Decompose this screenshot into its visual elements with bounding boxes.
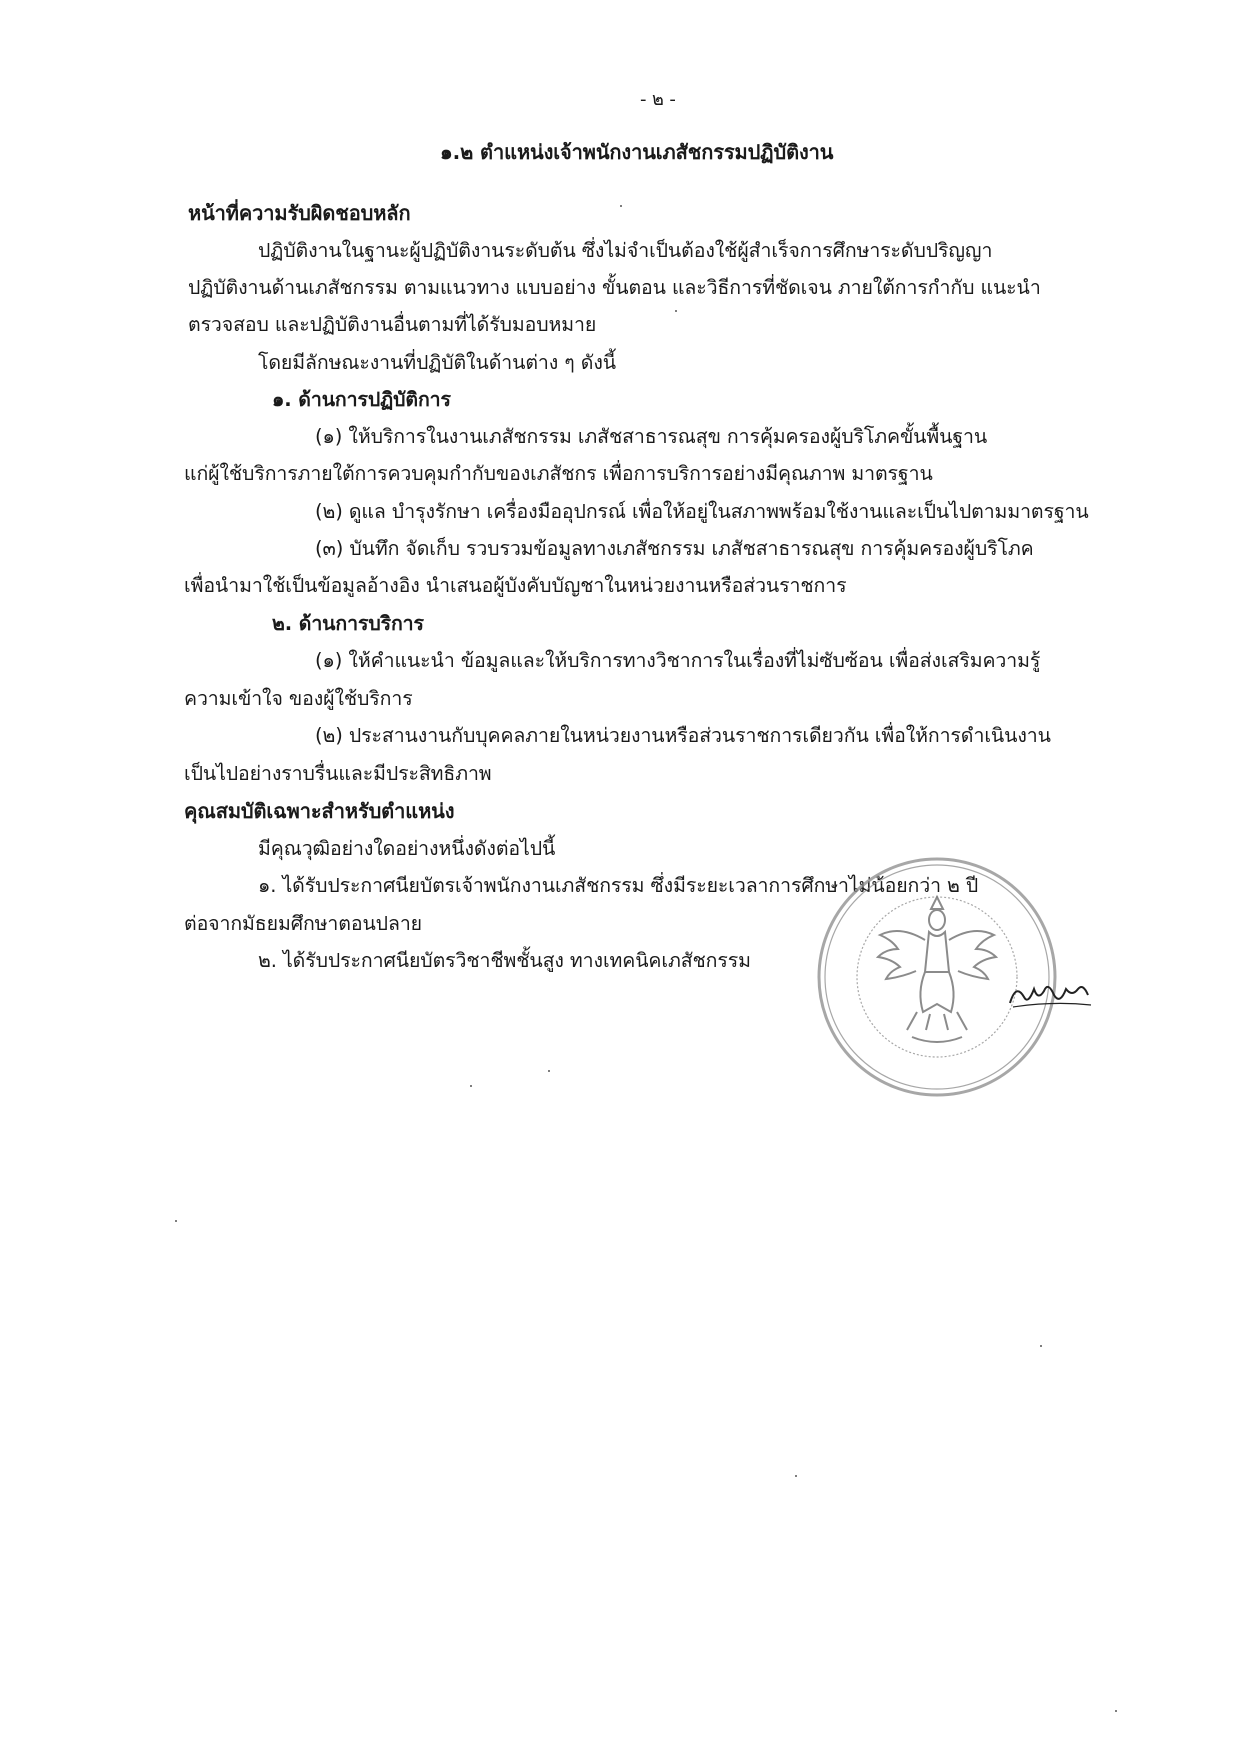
section-operations-heading: ๑. ด้านการปฏิบัติการ — [272, 388, 451, 411]
scan-speck — [1040, 1345, 1042, 1347]
page-title: ๑.๒ ตำแหน่งเจ้าพนักงานเภสัชกรรมปฏิบัติงาน — [440, 140, 834, 164]
duties-heading: หน้าที่ความรับผิดชอบหลัก — [188, 201, 411, 225]
scan-speck — [795, 1475, 797, 1477]
operations-item-1-cont: แก่ผู้ใช้บริการภายใต้การควบคุมกำกับของเภสัชกร เพื่อการบริการอย่างมีคุณภาพ มาตรฐาน — [184, 462, 933, 485]
duties-characteristics: โดยมีลักษณะงานที่ปฏิบัติในด้านต่าง ๆ ดังนี้ — [258, 351, 616, 374]
section-services-heading: ๒. ด้านการบริการ — [272, 612, 424, 635]
qualification-item-1-cont: ต่อจากมัธยมศึกษาตอนปลาย — [184, 912, 422, 935]
scan-speck — [675, 310, 677, 312]
qualification-item-1: ๑. ได้รับประกาศนียบัตรเจ้าพนักงานเภสัชกรรม ซึ่งมีระยะเวลาการศึกษาไม่น้อยกว่า ๒ ปี — [258, 874, 979, 897]
garuda-emblem-icon — [878, 897, 996, 1042]
scan-speck — [548, 1070, 550, 1072]
duties-intro-line-3: ตรวจสอบ และปฏิบัติงานอื่นตามที่ได้รับมอบหมาย — [188, 313, 597, 336]
scan-speck — [620, 205, 622, 207]
services-item-2-cont: เป็นไปอย่างราบรื่นและมีประสิทธิภาพ — [184, 762, 492, 785]
duties-intro-line-2: ปฏิบัติงานด้านเภสัชกรรม ตามแนวทาง แบบอย่าง ขั้นตอน และวิธีการที่ชัดเจน ภายใต้การกำกับ แนะนำ — [188, 276, 1041, 299]
qualification-item-2: ๒. ได้รับประกาศนียบัตรวิชาชีพชั้นสูง ทางเทคนิคเภสัชกรรม — [258, 949, 751, 972]
scan-speck — [470, 1085, 472, 1087]
services-item-2: (๒) ประสานงานกับบุคคลภายในหน่วยงานหรือส่วนราชการเดียวกัน เพื่อให้การดำเนินงาน — [315, 724, 1051, 747]
scan-speck — [1115, 1710, 1117, 1712]
operations-item-3-cont: เพื่อนำมาใช้เป็นข้อมูลอ้างอิง นำเสนอผู้บังคับบัญชาในหน่วยงานหรือส่วนราชการ — [184, 574, 847, 597]
scan-speck — [175, 1220, 177, 1222]
services-item-1: (๑) ให้คำแนะนำ ข้อมูลและให้บริการทางวิชาการในเรื่องที่ไม่ซับซ้อน เพื่อส่งเสริมความรู้ — [315, 649, 1041, 672]
operations-item-1: (๑) ให้บริการในงานเภสัชกรรม เภสัชสาธารณสุข การคุ้มครองผู้บริโภคขั้นพื้นฐาน — [315, 425, 988, 448]
operations-item-3: (๓) บันทึก จัดเก็บ รวบรวมข้อมูลทางเภสัชกรรม เภสัชสาธารณสุข การคุ้มครองผู้บริโภค — [315, 537, 1034, 560]
duties-intro-line-1: ปฏิบัติงานในฐานะผู้ปฏิบัติงานระดับต้น ซึ่งไม่จำเป็นต้องใช้ผู้สำเร็จการศึกษาระดับปริญญา — [258, 239, 993, 262]
services-item-1-cont: ความเข้าใจ ของผู้ใช้บริการ — [184, 687, 413, 710]
operations-item-2: (๒) ดูแล บำรุงรักษา เครื่องมืออุปกรณ์ เพื่อให้อยู่ในสภาพพร้อมใช้งานและเป็นไปตามมาตรฐาน — [315, 500, 1089, 523]
qualifications-heading: คุณสมบัติเฉพาะสำหรับตำแหน่ง — [184, 799, 455, 823]
qualifications-intro: มีคุณวุฒิอย่างใดอย่างหนึ่งดังต่อไปนี้ — [258, 837, 556, 860]
signature — [1005, 975, 1095, 1015]
page-number: - ๒ - — [640, 89, 676, 110]
